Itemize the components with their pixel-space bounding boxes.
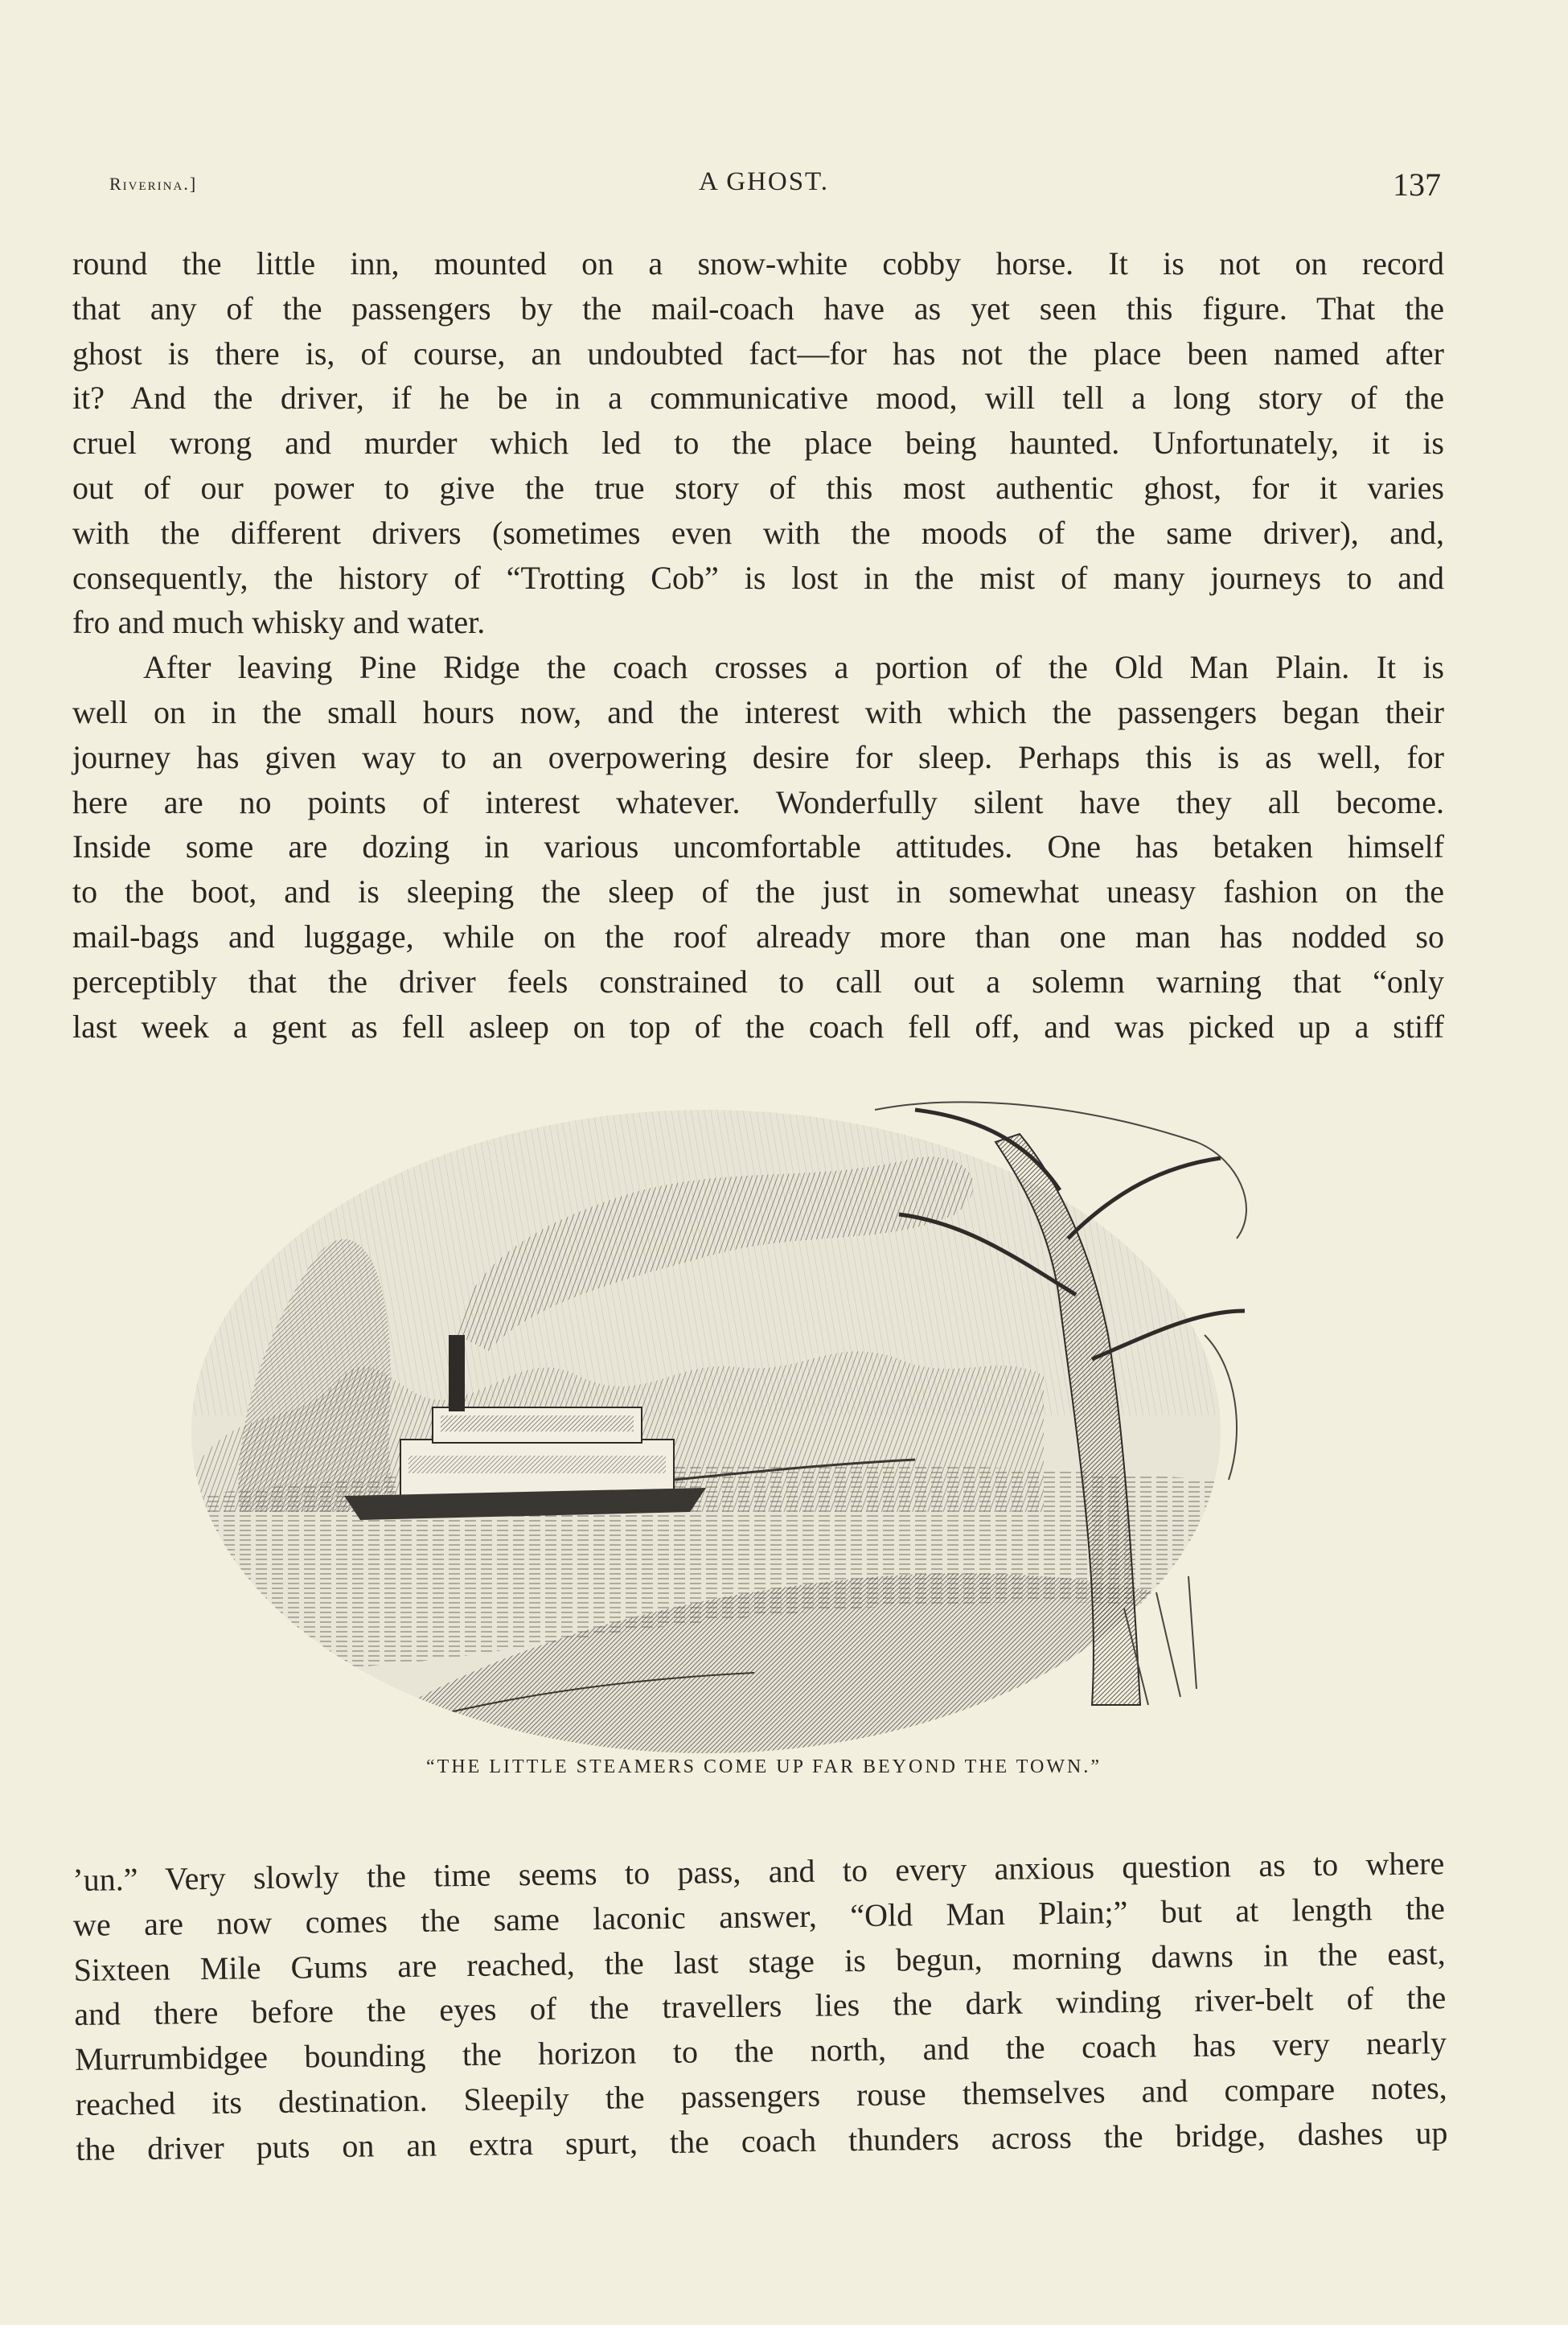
text-line: Murrumbidgee bounding the horizon to the north, and the coach has very nearly [74, 2024, 1447, 2078]
text-line: cruel wrong and murder which led to the place being haunted. Unfortunately, it is [72, 425, 1444, 462]
illustration-caption: “THE LITTLE STEAMERS COME UP FAR BEYOND THE TOWN.” [426, 1756, 1102, 1777]
text-line: consequently, the history of “Trotting Cob” is lost in the mist of many journeys to and [72, 559, 1444, 596]
text-line: we are now comes the same laconic answer, “Old Man Plain;” but at length the [72, 1889, 1446, 1943]
body-text-upper [72, 241, 1444, 1049]
text-line: journey has given way to an overpowering desire for sleep. Perhaps this is as well, for [72, 738, 1444, 775]
text-line: with the different drivers (sometimes even with the moods of the same driver), and, [72, 514, 1444, 551]
text-line: and there before the eyes of the travellers lies the dark winding river-belt of the [74, 1979, 1447, 2033]
text-line: out of our power to give the true story of this most authentic ghost, for it varies [72, 469, 1444, 506]
text-line: Inside some are dozing in various uncomfortable attitudes. One has betaken himself [72, 828, 1444, 865]
running-header [0, 167, 1568, 207]
header-title: A GHOST. [698, 167, 830, 196]
text-line: fro and much whisky and water. [72, 604, 486, 641]
text-line: After leaving Pine Ridge the coach crosses a portion of the Old Man Plain. It is [143, 649, 1444, 686]
text-line: mail-bags and luggage, while on the roof already more than one man has nodded so [72, 918, 1444, 955]
steamer-illustration [191, 1094, 1365, 1761]
text-line: round the little inn, mounted on a snow-white cobby horse. It is not on record [72, 245, 1444, 281]
text-line: well on in the small hours now, and the interest with which the passengers began their [72, 693, 1444, 730]
text-line: to the boot, and is sleeping the sleep of the just in somewhat uneasy fashion on the [72, 873, 1444, 910]
text-line: here are no points of interest whatever. Wonderfully silent have they all become. [72, 783, 1444, 820]
header-section: Riverina.] [109, 174, 198, 194]
text-line: it? And the driver, if he be in a communicative mood, will tell a long story of the [72, 380, 1444, 417]
text-line: ’un.” Very slowly the time seems to pass, and to every anxious question as to where [72, 1845, 1445, 1898]
text-line: last week a gent as fell asleep on top of the coach fell off, and was picked up a stiff [72, 1008, 1444, 1045]
text-line: Sixteen Mile Gums are reached, the last stage is begun, morning dawns in the east, [73, 1934, 1446, 1988]
page-number: 137 [1393, 166, 1441, 203]
text-line: reached its destination. Sleepily the passengers rouse themselves and compare notes, [75, 2069, 1447, 2122]
body-text-lower [72, 1841, 1448, 2171]
text-line: the driver puts on an extra spurt, the coach thunders across the bridge, dashes up [76, 2113, 1448, 2167]
text-line: ghost is there is, of course, an undoubted fact—for has not the place been named after [72, 335, 1444, 372]
text-line: perceptibly that the driver feels constrained to call out a solemn warning that “only [72, 963, 1444, 1000]
text-line: that any of the passengers by the mail-coach have as yet seen this figure. That the [72, 290, 1444, 327]
